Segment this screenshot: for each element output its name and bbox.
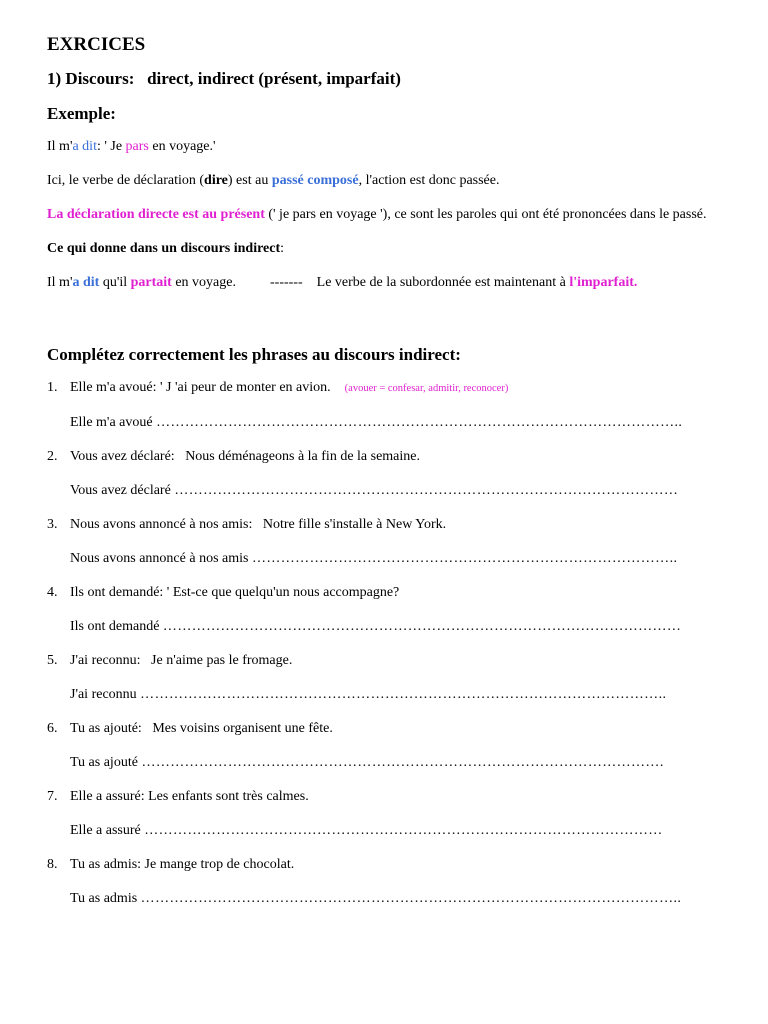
example-verb-present: pars — [125, 139, 149, 154]
item-question — [70, 652, 737, 669]
item-question — [70, 856, 737, 873]
exercise-item-8 — [47, 856, 737, 907]
item-question — [70, 516, 737, 533]
question-text: Nous avons annoncé à nos amis: Notre fille s'installe à New York. — [70, 517, 447, 532]
item-number: 1. — [47, 380, 58, 395]
item-number: 4. — [47, 585, 58, 600]
explanation-text: Ici, le verbe de déclaration ( — [47, 173, 205, 188]
indirect-rule-text: Le verbe de la subordonnée est maintenant à — [316, 275, 570, 290]
section-heading: 1) Discours: direct, indirect (présent, imparfait) — [47, 69, 401, 88]
example-label: Exemple: — [47, 104, 116, 123]
indirect-verb: a dit — [72, 275, 100, 290]
declaration-line — [47, 206, 737, 223]
exercise-item-4 — [47, 584, 737, 635]
item-answer-line[interactable] — [70, 482, 732, 499]
exercise-item-7 — [47, 788, 737, 839]
answer-prefix: Nous avons annoncé à nos amis — [70, 551, 249, 566]
item-answer-line[interactable] — [70, 414, 732, 431]
item-question — [70, 584, 737, 601]
answer-prefix: Vous avez déclaré — [70, 483, 171, 498]
item-answer-line[interactable] — [70, 822, 732, 839]
answer-prefix: Elle a assuré — [70, 823, 141, 838]
answer-blank[interactable]: ………………………………………………………………………………………………. — [141, 755, 664, 770]
question-text: Elle a assuré: Les enfants sont très calmes. — [70, 789, 309, 804]
answer-prefix: Elle m'a avoué — [70, 415, 153, 430]
explanation-text: , l'action est donc passée. — [358, 173, 500, 188]
item-question — [70, 448, 737, 465]
document-page — [47, 30, 737, 907]
exercise-heading: Complétez correctement les phrases au discours indirect: — [47, 345, 461, 364]
question-text: J'ai reconnu: Je n'aime pas le fromage. — [70, 653, 293, 668]
explanation-text: ) est au — [227, 173, 272, 188]
answer-blank[interactable]: ………………………………………………………………………………………………….. — [140, 891, 682, 906]
item-question — [70, 720, 737, 737]
exercise-item-3 — [47, 516, 737, 567]
answer-prefix: J'ai reconnu — [70, 687, 137, 702]
exercise-item-1 — [47, 379, 737, 431]
item-answer-line[interactable] — [70, 890, 732, 907]
item-number: 3. — [47, 517, 58, 532]
question-text: Ils ont demandé: ' Est-ce que quelqu'un nous accompagne? — [70, 585, 400, 600]
answer-blank[interactable]: ……………………………………………………………………………………………….. — [156, 415, 683, 430]
indirect-example-line — [47, 274, 737, 291]
item-number: 6. — [47, 721, 58, 736]
indirect-text: en voyage. — [171, 275, 236, 290]
example-direct-line — [47, 138, 737, 155]
item-number: 8. — [47, 857, 58, 872]
answer-prefix: Ils ont demandé — [70, 619, 160, 634]
item-question — [70, 788, 737, 805]
question-text: Tu as ajouté: Mes voisins organisent une fête. — [70, 721, 333, 736]
question-text: Tu as admis: Je mange trop de chocolat. — [70, 857, 295, 872]
question-text: Vous avez déclaré: Nous déménageons à la fin de la semaine. — [70, 449, 420, 464]
exercise-item-5 — [47, 652, 737, 703]
exercise-list — [47, 379, 737, 907]
example-text: : ' Je — [96, 139, 126, 154]
item-question — [70, 379, 737, 397]
item-number: 5. — [47, 653, 58, 668]
translation-hint: (avouer = confesar, admitir, reconocer) — [344, 383, 509, 394]
answer-blank[interactable]: ……………………………………………………………………………………………….. — [140, 687, 667, 702]
declaration-emphasis: La déclaration directe est au présent — [47, 207, 265, 222]
exercise-item-6 — [47, 720, 737, 771]
item-number: 2. — [47, 449, 58, 464]
exercise-item-2 — [47, 448, 737, 499]
example-verb: a dit — [72, 139, 97, 154]
answer-blank[interactable]: …………………………………………………………………………….. — [251, 551, 678, 566]
answer-blank[interactable]: ……………………………………………………………………………………………… — [144, 823, 663, 838]
item-number: 7. — [47, 789, 58, 804]
indirect-intro-colon: : — [280, 241, 285, 256]
declaration-text: (' je pars en voyage '), ce sont les paroles qui ont été prononcées dans le passé. — [264, 207, 707, 222]
item-answer-line[interactable] — [70, 550, 732, 567]
indirect-intro-line — [47, 240, 737, 257]
explanation-line — [47, 172, 737, 189]
answer-prefix: Tu as ajouté — [70, 755, 138, 770]
indirect-verb-imparfait: partait — [130, 275, 172, 290]
item-answer-line[interactable] — [70, 686, 732, 703]
item-answer-line[interactable] — [70, 754, 732, 771]
separator-dashes: ------- — [270, 275, 303, 290]
explanation-verb: dire — [204, 173, 228, 188]
question-text: Elle m'a avoué: ' J 'ai peur de monter en avion. — [70, 380, 331, 395]
page-title: EXRCICES — [47, 34, 146, 55]
answer-blank[interactable]: …………………………………………………………………………………………… — [174, 483, 679, 498]
answer-prefix: Tu as admis — [70, 891, 138, 906]
item-answer-line[interactable] — [70, 618, 732, 635]
example-text: Il m' — [47, 139, 73, 154]
indirect-rule-tense: l'imparfait. — [569, 275, 638, 290]
indirect-intro-text: Ce qui donne dans un discours indirect — [47, 241, 281, 256]
example-text: en voyage.' — [148, 139, 216, 154]
explanation-tense: passé composé — [271, 173, 359, 188]
indirect-text: Il m' — [47, 275, 73, 290]
indirect-text: qu'il — [99, 275, 131, 290]
answer-blank[interactable]: ……………………………………………………………………………………………… — [162, 619, 682, 634]
